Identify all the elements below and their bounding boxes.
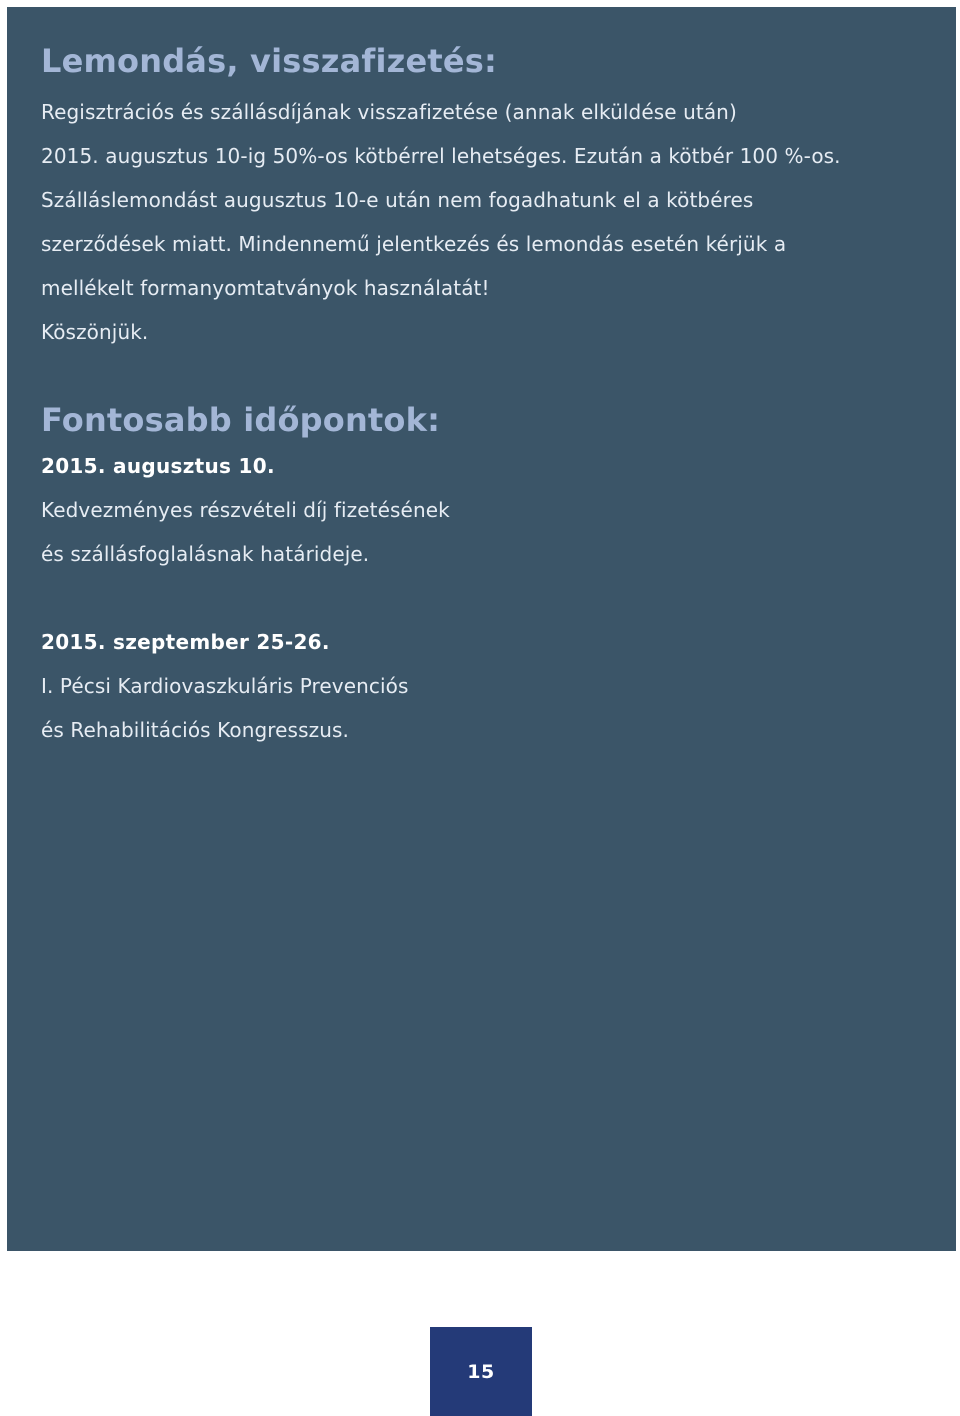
important-dates-heading: Fontosabb időpontok: <box>41 401 441 439</box>
page-number-badge <box>430 1327 532 1416</box>
cancellation-heading: Lemondás, visszafizetés: <box>41 42 498 80</box>
date-deadline: 2015. augusztus 10. <box>41 454 275 478</box>
panel-content <box>41 41 931 752</box>
page-number: 15 <box>467 1360 495 1383</box>
cancellation-paragraph: Regisztrációs és szállásdíjának visszafizetése (annak elküldése után) 2015. augusztus 10-ig 50%-os kötbérrel lehetséges. Ezután a kötbér 100 %-os. Szálláslemondást augusztus 10-e után nem fogadhatunk el a kötbéres szerződések miatt. Mindennemű jelentkezés és lemondás esetén kérjük a mellékelt formanyomtatványok használatát! Köszönjük. <box>41 100 841 344</box>
date-congress: 2015. szeptember 25-26. <box>41 630 330 654</box>
date-congress-description: I. Pécsi Kardiovaszkuláris Prevenciós és Rehabilitációs Kongresszus. <box>41 674 409 742</box>
date-deadline-description: Kedvezményes részvételi díj fizetésének és szállásfoglalásnak határideje. <box>41 498 450 566</box>
content-panel <box>7 7 956 1251</box>
